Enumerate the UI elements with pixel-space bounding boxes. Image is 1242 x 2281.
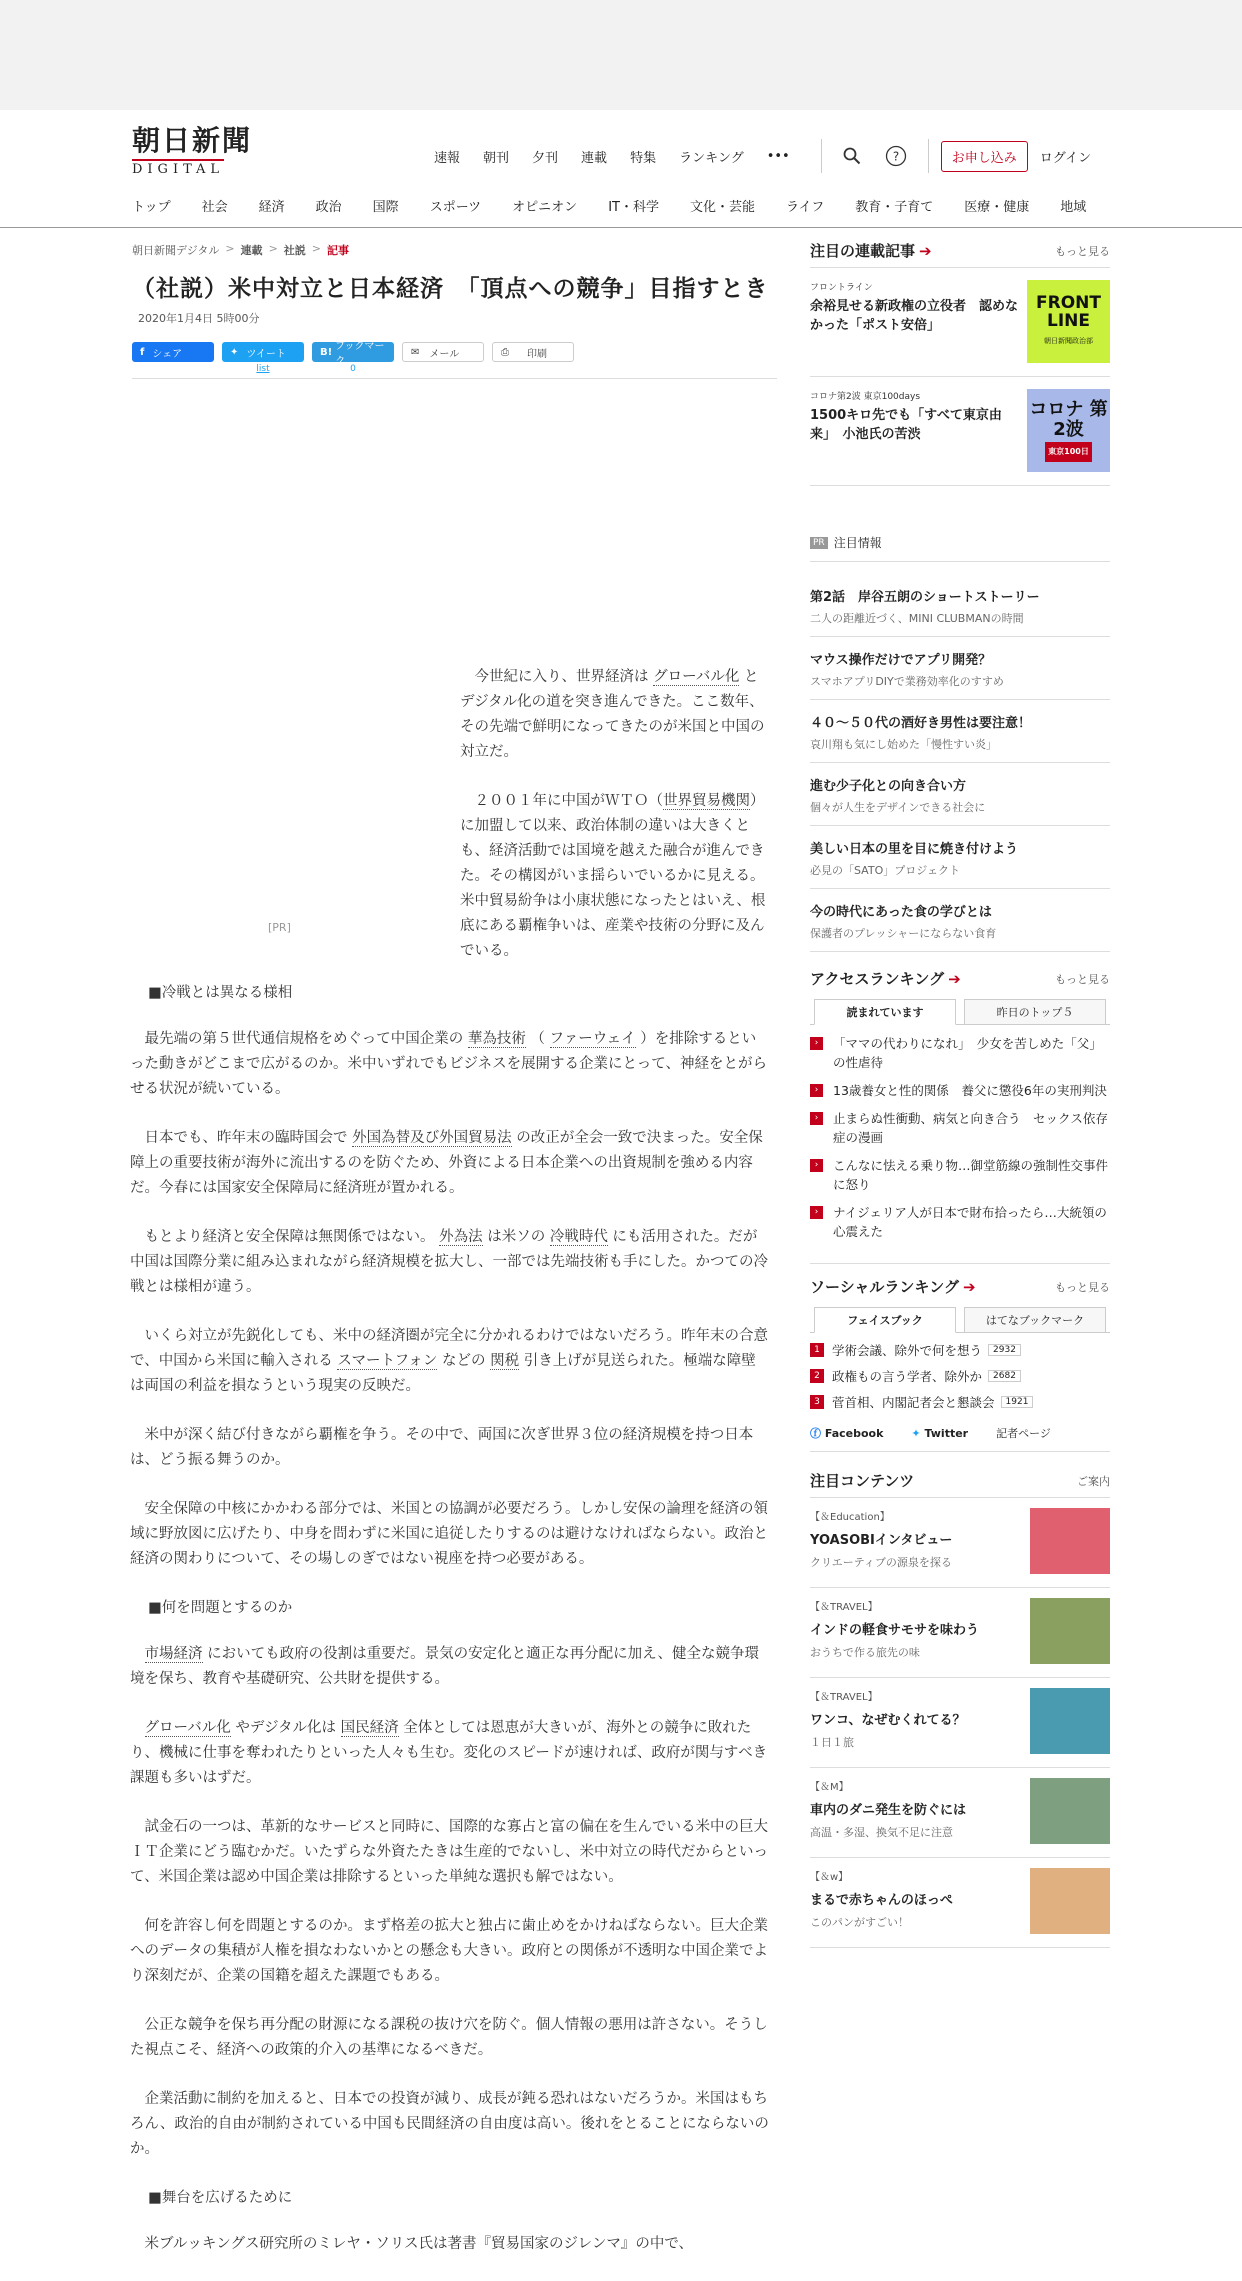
keyword-link[interactable]: 華為技術 bbox=[467, 1031, 526, 1047]
top-ad-banner bbox=[0, 0, 1242, 110]
mainnav-item[interactable]: 教育・子育て bbox=[855, 200, 934, 215]
topnav-item-choukan[interactable]: 朝刊 bbox=[483, 150, 510, 166]
featured-series-title: 注目の連載記事 bbox=[810, 242, 916, 260]
keyword-link[interactable]: 関税 bbox=[490, 1353, 520, 1369]
hatena-count: 0 bbox=[350, 364, 356, 374]
logo-main-text: 朝日新聞 bbox=[132, 124, 253, 157]
page-content bbox=[0, 228, 1242, 2252]
breadcrumb bbox=[132, 242, 777, 258]
keyword-link[interactable]: 外為法 bbox=[439, 1229, 483, 1245]
login-link[interactable]: ログイン bbox=[1039, 150, 1092, 166]
article-ad[interactable] bbox=[130, 665, 430, 934]
thumb-subtext: 東京100日 bbox=[1045, 442, 1092, 462]
logo-sub-text: DIGITAL bbox=[132, 159, 224, 177]
facebook-share-label: シェア bbox=[152, 348, 183, 360]
breadcrumb-item[interactable]: 社説 bbox=[283, 244, 306, 257]
article-paragraph: 今世紀に入り、世界経済は グローバル化 とデジタル化の道を突き進んできた。ここ数年、その先端で鮮明になってきたのが米国と中国の対立だ。 bbox=[460, 669, 765, 760]
thumb-text: コロナ 第2波 bbox=[1029, 398, 1108, 440]
share-count: 2682 bbox=[988, 1370, 1021, 1382]
tweet-button[interactable] bbox=[222, 342, 304, 374]
keyword-link[interactable]: 市場経済 bbox=[144, 1646, 203, 1662]
article-paragraph: ２００１年に中国がＷＴＯ（世界貿易機関）に加盟して以来、政治体制の違いは大きくとも、経済活動では国境を越えた融合が進んできた。その構図がいま揺らいでいるかに見える。米中貿易紛争は小康状態になったとはいえ、根底にある覇権争いは、産業や技術の分野に及んでいる。 bbox=[460, 793, 766, 959]
pr-item[interactable]: 進む少子化との向き合い方 個々が人生をデザインできる社会に bbox=[810, 763, 1110, 826]
topnav-item-yukan[interactable]: 夕刊 bbox=[532, 150, 559, 166]
mainnav-item[interactable]: 政治 bbox=[315, 200, 342, 215]
search-icon[interactable] bbox=[840, 144, 864, 168]
more-link[interactable]: もっと見る bbox=[1055, 244, 1110, 258]
topnav-item-ranking[interactable]: ランキング bbox=[679, 150, 744, 166]
section-heading: ■舞台を広げるために bbox=[148, 2190, 293, 2206]
article-paragraph: 米中が深く結び付きながら覇権を争う。その中で、両国に次ぎ世界３位の経済規模を持つ日本は、どう振る舞うのか。 bbox=[130, 1427, 754, 1468]
ranking-item[interactable]: › こんなに怯える乗り物…御堂筋線の強制性交事件に怒り bbox=[810, 1156, 1110, 1194]
ad-label: [PR] bbox=[268, 921, 291, 934]
frontline-thumbnail bbox=[1027, 280, 1110, 363]
share-bar bbox=[132, 342, 777, 379]
social-ranking-item[interactable]: 3 菅首相、内閣記者会と懇談会 1921 bbox=[810, 1393, 1110, 1411]
content-thumbnail bbox=[1030, 1688, 1110, 1754]
keyword-link[interactable]: 国民経済 bbox=[340, 1720, 399, 1736]
content-thumbnail bbox=[1030, 1868, 1110, 1934]
hatena-label: ブックマーク bbox=[335, 341, 385, 367]
content-thumbnail bbox=[1030, 1508, 1110, 1574]
more-menu-icon[interactable]: ••• bbox=[766, 148, 790, 164]
content-card[interactable]: 【＆w】 まるで赤ちゃんのほっぺ このパンがすごい！ bbox=[810, 1858, 1110, 1948]
keyword-link[interactable]: グローバル化 bbox=[144, 1720, 231, 1736]
print-label: 印刷 bbox=[527, 348, 547, 360]
arrow-right-icon: ➔ bbox=[962, 1278, 976, 1296]
reporter-page-link[interactable]: 記者ページ bbox=[996, 1427, 1051, 1440]
guide-link[interactable]: ご案内 bbox=[1077, 1474, 1110, 1488]
mainnav-item[interactable]: 医療・健康 bbox=[964, 200, 1030, 215]
article-column bbox=[132, 228, 777, 379]
breadcrumb-item[interactable]: 朝日新聞デジタル bbox=[132, 244, 220, 257]
rank-marker: › bbox=[810, 1084, 823, 1097]
site-logo[interactable] bbox=[132, 124, 262, 177]
article-paragraph: 日本でも、昨年末の臨時国会で 外国為替及び外国貿易法 の改正が全会一致で決まった。安全保障上の重要技術が海外に流出するのを防ぐため、外資による日本企業への出資規制を強める内容だ。今春には国家安全保障局に経済班が置かれる。 bbox=[130, 1130, 763, 1196]
article-paragraph: 試金石の一つは、革新的なサービスと同時に、国際的な寡占と富の偏在を生んでいる米中の巨大ＩＴ企業にどう臨むかだ。いたずらな外資たたきは生産的でないし、米中対立の時代だからといって、米国企業は認め中国企業は排除するといった単純な選択も解ではない。 bbox=[130, 1819, 768, 1885]
top-nav bbox=[434, 138, 1091, 174]
tweet-label: ツイート bbox=[246, 348, 286, 360]
facebook-share-button[interactable] bbox=[132, 342, 214, 362]
ranking-item[interactable]: › 13歳養女と性的関係 養父に懲役6年の実刑判決 bbox=[810, 1081, 1110, 1100]
mainnav-item[interactable]: 国際 bbox=[372, 200, 399, 215]
featured-series-header bbox=[810, 240, 1110, 268]
main-nav bbox=[132, 196, 1086, 215]
article-intro bbox=[460, 665, 770, 988]
twitter-icon: ✦ bbox=[230, 346, 239, 358]
article-paragraph: いくら対立が先鋭化しても、米中の経済圏が完全に分かれるわけではないだろう。昨年末の合意で、中国から米国に輸入される スマートフォン などの 関税 引き上げが見送られた。極端な障壁は両国の利益を損なうという現実の反映だ。 bbox=[130, 1328, 768, 1394]
content-thumbnail bbox=[1030, 1778, 1110, 1844]
content-card[interactable]: 【＆TRAVEL】 インドの軽食サモサを味わう おうちで作る旅先の味 bbox=[810, 1588, 1110, 1678]
featured-card[interactable] bbox=[810, 377, 1110, 486]
arrow-right-icon: ➔ bbox=[948, 970, 961, 988]
more-link[interactable]: もっと見る bbox=[1055, 972, 1110, 986]
tab-most-read[interactable]: 読まれています bbox=[814, 999, 956, 1025]
content-card[interactable]: 【＆TRAVEL】 ワンコ、なぜむくれてる？ １日１旅 bbox=[810, 1678, 1110, 1768]
breadcrumb-sep: > bbox=[311, 242, 321, 255]
rank-marker: › bbox=[810, 1159, 823, 1172]
breadcrumb-item[interactable]: 連載 bbox=[240, 244, 263, 257]
site-header bbox=[0, 110, 1242, 228]
contents-header bbox=[810, 1470, 1110, 1498]
article-paragraph: 米ブルッキングス研究所のミレヤ・ソリス氏は著書『貿易国家のジレンマ』の中で、 bbox=[144, 2236, 694, 2252]
pr-item[interactable]: 今の時代にあった食の学びとは 保護者のプレッシャーにならない食育 bbox=[810, 889, 1110, 952]
pr-item[interactable]: 第2話 岸谷五朗のショートストーリー 二人の距離近づく、MINI CLUBMANの時間 bbox=[810, 574, 1110, 637]
sidebar bbox=[810, 228, 1110, 1948]
mainnav-item[interactable]: IT・科学 bbox=[608, 200, 659, 215]
featured-card[interactable] bbox=[810, 268, 1110, 377]
mainnav-item[interactable]: ライフ bbox=[785, 200, 825, 215]
social-ranking-item[interactable]: 2 政権もの言う学者、除外か 2682 bbox=[810, 1367, 1110, 1385]
mainnav-item[interactable]: 経済 bbox=[258, 200, 285, 215]
mainnav-item[interactable]: 地域 bbox=[1060, 200, 1087, 215]
card-tag: フロントライン bbox=[810, 283, 873, 293]
breadcrumb-sep: > bbox=[225, 242, 235, 255]
article-title: （社説）米中対立と日本経済 「頂点への競争」目指すとき bbox=[132, 276, 769, 302]
mail-button[interactable] bbox=[402, 342, 484, 362]
svg-text:?: ? bbox=[892, 149, 899, 164]
section-heading: ■何を問題とするのか bbox=[148, 1600, 293, 1616]
facebook-link[interactable]: ⓕ Facebook bbox=[810, 1427, 884, 1440]
article-paragraph: 企業活動に制約を加えると、日本での投資が減り、成長が鈍る恐れはないだろうか。米国はもちろん、政治的自由が制約されている中国も民間経済の自由度は高い。後れをとることにならないのか。 bbox=[130, 2091, 769, 2157]
rank-number: 2 bbox=[810, 1369, 824, 1383]
tab-yesterday-top5[interactable]: 昨日のトップ５ bbox=[964, 999, 1106, 1025]
keyword-link[interactable]: ファーウェイ bbox=[549, 1031, 636, 1047]
pr-header bbox=[810, 524, 1110, 562]
rank-marker: › bbox=[810, 1112, 823, 1125]
print-icon: ⎙ bbox=[501, 346, 509, 358]
tab-facebook[interactable]: フェイスブック bbox=[814, 1307, 956, 1333]
article-paragraph: グローバル化 やデジタル化は 国民経済 全体としては恩恵が大きいが、海外との競争に敗れたり、機械に仕事を奪われたりといった人々も生む。変化のスピードが速ければ、政府が関与すべき課題も多いはずだ。 bbox=[130, 1720, 768, 1786]
pr-title: 注目情報 bbox=[833, 536, 882, 550]
keyword-link[interactable]: グローバル化 bbox=[653, 669, 740, 685]
article-body bbox=[130, 981, 770, 2281]
breadcrumb-current: 記事 bbox=[327, 244, 349, 257]
ranking-item[interactable]: › 「ママの代わりになれ」 少女を苦しめた「父」の性虐待 bbox=[810, 1034, 1110, 1072]
social-ranking-item[interactable]: 1 学術会議、除外で何を想う 2932 bbox=[810, 1341, 1110, 1359]
keyword-link[interactable]: 冷戦時代 bbox=[549, 1229, 608, 1245]
social-links bbox=[810, 1425, 1110, 1452]
mainnav-item[interactable]: 文化・芸能 bbox=[689, 200, 755, 215]
print-button[interactable] bbox=[492, 342, 574, 362]
article-paragraph: 市場経済 においても政府の役割は重要だ。景気の安定化と適正な再分配に加え、健全な競争環境を保ち、教育や基礎研究、公共財を提供する。 bbox=[130, 1646, 759, 1687]
article-date: 2020年1月4日 5時00分 bbox=[138, 312, 260, 325]
social-ranking-title: ソーシャルランキング bbox=[810, 1278, 959, 1296]
mainnav-item[interactable]: トップ bbox=[132, 200, 171, 215]
social-ranking-tabs bbox=[810, 1307, 1110, 1333]
facebook-icon: f bbox=[140, 346, 145, 358]
article-paragraph: 安全保障の中核にかかわる部分では、米国との協調が必要だろう。しかし安保の論理を経済の領域に野放図に広げたり、中身を問わずに米国に追従したりするのは避けなければならない。政治と経済の関わりについて、その場しのぎではない視座を持つ必要がある。 bbox=[130, 1501, 768, 1567]
ranking-item[interactable]: › 止まらぬ性衝動、病気と向き合う セックス依存症の漫画 bbox=[810, 1109, 1110, 1147]
pr-badge: PR bbox=[810, 537, 828, 549]
twitter-link[interactable]: ✦ Twitter bbox=[911, 1426, 969, 1440]
rank-marker: › bbox=[810, 1037, 823, 1050]
rank-number: 3 bbox=[810, 1395, 824, 1409]
hatena-icon: B! bbox=[320, 346, 333, 358]
nav-divider bbox=[821, 139, 822, 173]
hatena-bookmark-button[interactable] bbox=[312, 341, 394, 374]
share-count: 1921 bbox=[1001, 1396, 1034, 1408]
breadcrumb-sep: > bbox=[268, 242, 278, 255]
ranking-item[interactable]: › ナイジェリア人が日本で財布拾ったら…大統領の心震えた bbox=[810, 1203, 1110, 1241]
card-title: 余裕見せる新政権の立役者 認めなかった「ポスト安倍」 bbox=[810, 299, 1019, 333]
rank-number: 1 bbox=[810, 1343, 824, 1357]
content-card[interactable]: 【＆Education】 YOASOBIインタビュー クリエーティブの源泉を探る bbox=[810, 1498, 1110, 1588]
contents-title: 注目コンテンツ bbox=[810, 1472, 915, 1490]
keyword-link[interactable]: スマートフォン bbox=[337, 1353, 438, 1369]
mainnav-item[interactable]: 社会 bbox=[201, 200, 228, 215]
thumb-text: FRONT LINE bbox=[1036, 292, 1101, 331]
help-icon[interactable] bbox=[884, 144, 908, 168]
tab-hatena[interactable]: はてなブックマーク bbox=[964, 1307, 1106, 1333]
social-ranking-header bbox=[810, 1263, 1110, 1303]
topnav-item-tokushu[interactable]: 特集 bbox=[630, 150, 657, 166]
share-count: 2932 bbox=[988, 1344, 1021, 1356]
thumb-subtext: 朝日新聞政治部 bbox=[1044, 336, 1093, 345]
mail-label: メール bbox=[429, 348, 460, 360]
access-ranking-header bbox=[810, 968, 1110, 995]
pr-item[interactable]: マウス操作だけでアプリ開発？ スマホアプリDIYで業務効率化のすすめ bbox=[810, 637, 1110, 700]
pr-item[interactable]: 美しい日本の里を目に焼き付けよう 必見の「SATO」プロジェクト bbox=[810, 826, 1110, 889]
nav-divider bbox=[928, 139, 929, 173]
tweet-count[interactable]: list bbox=[256, 364, 270, 374]
topnav-item-sokuho[interactable]: 速報 bbox=[434, 150, 461, 166]
keyword-link[interactable]: 外国為替及び外国貿易法 bbox=[352, 1130, 512, 1146]
apply-button[interactable]: お申し込み bbox=[941, 141, 1028, 172]
card-tag: コロナ第2波 東京100days bbox=[810, 392, 921, 402]
section-heading: ■冷戦とは異なる様相 bbox=[148, 985, 293, 1001]
card-title: 1500キロ先でも「すべて東京由来」 小池氏の苦渋 bbox=[810, 408, 1002, 442]
access-ranking-tabs bbox=[810, 999, 1110, 1025]
mainnav-item[interactable]: オピニオン bbox=[512, 200, 578, 215]
article-paragraph: 最先端の第５世代通信規格をめぐって中国企業の 華為技術 （ ファーウェイ ）を排除するといった動きがどこまで広がるのか。米中いずれでもビジネスを展開する企業にとって、神経をとがらせる状況が続いている。 bbox=[130, 1031, 767, 1097]
mail-icon: ✉ bbox=[411, 346, 420, 358]
keyword-link[interactable]: 世界貿易機関 bbox=[663, 793, 750, 809]
article-paragraph: 公正な競争を保ち再分配の財源になる課税の抜け穴を防ぐ。個人情報の悪用は許さない。そうした視点こそ、経済への政策的介入の基準になるべきだ。 bbox=[130, 2017, 768, 2058]
corona-thumbnail bbox=[1027, 389, 1110, 472]
rank-marker: › bbox=[810, 1206, 823, 1219]
mainnav-item[interactable]: スポーツ bbox=[429, 200, 482, 215]
more-link[interactable]: もっと見る bbox=[1055, 1280, 1110, 1294]
content-thumbnail bbox=[1030, 1598, 1110, 1664]
access-ranking-title: アクセスランキング bbox=[810, 970, 945, 988]
pr-item[interactable]: ４０～５０代の酒好き男性は要注意！ 哀川翔も気にし始めた「慢性すい炎」 bbox=[810, 700, 1110, 763]
article-paragraph: 何を許容し何を問題とするのか。まず格差の拡大と独占に歯止めをかけねばならない。巨大企業へのデータの集積が人権を損なわないかとの懸念も大きい。政府との関係が不透明な中国企業でより深刻だが、企業の国籍を超えた課題でもある。 bbox=[130, 1918, 768, 1984]
topnav-item-rensai[interactable]: 連載 bbox=[581, 150, 608, 166]
content-card[interactable]: 【＆M】 車内のダニ発生を防ぐには 高温・多湿、換気不足に注意 bbox=[810, 1768, 1110, 1858]
arrow-right-icon: ➔ bbox=[919, 242, 932, 260]
article-paragraph: もとより経済と安全保障は無関係ではない。 外為法 は米ソの 冷戦時代 にも活用された。だが中国は国際分業に組み込まれながら経済規模を拡大し、一部では先端技術も手にした。かつての冷戦とは様相が違う。 bbox=[130, 1229, 768, 1295]
